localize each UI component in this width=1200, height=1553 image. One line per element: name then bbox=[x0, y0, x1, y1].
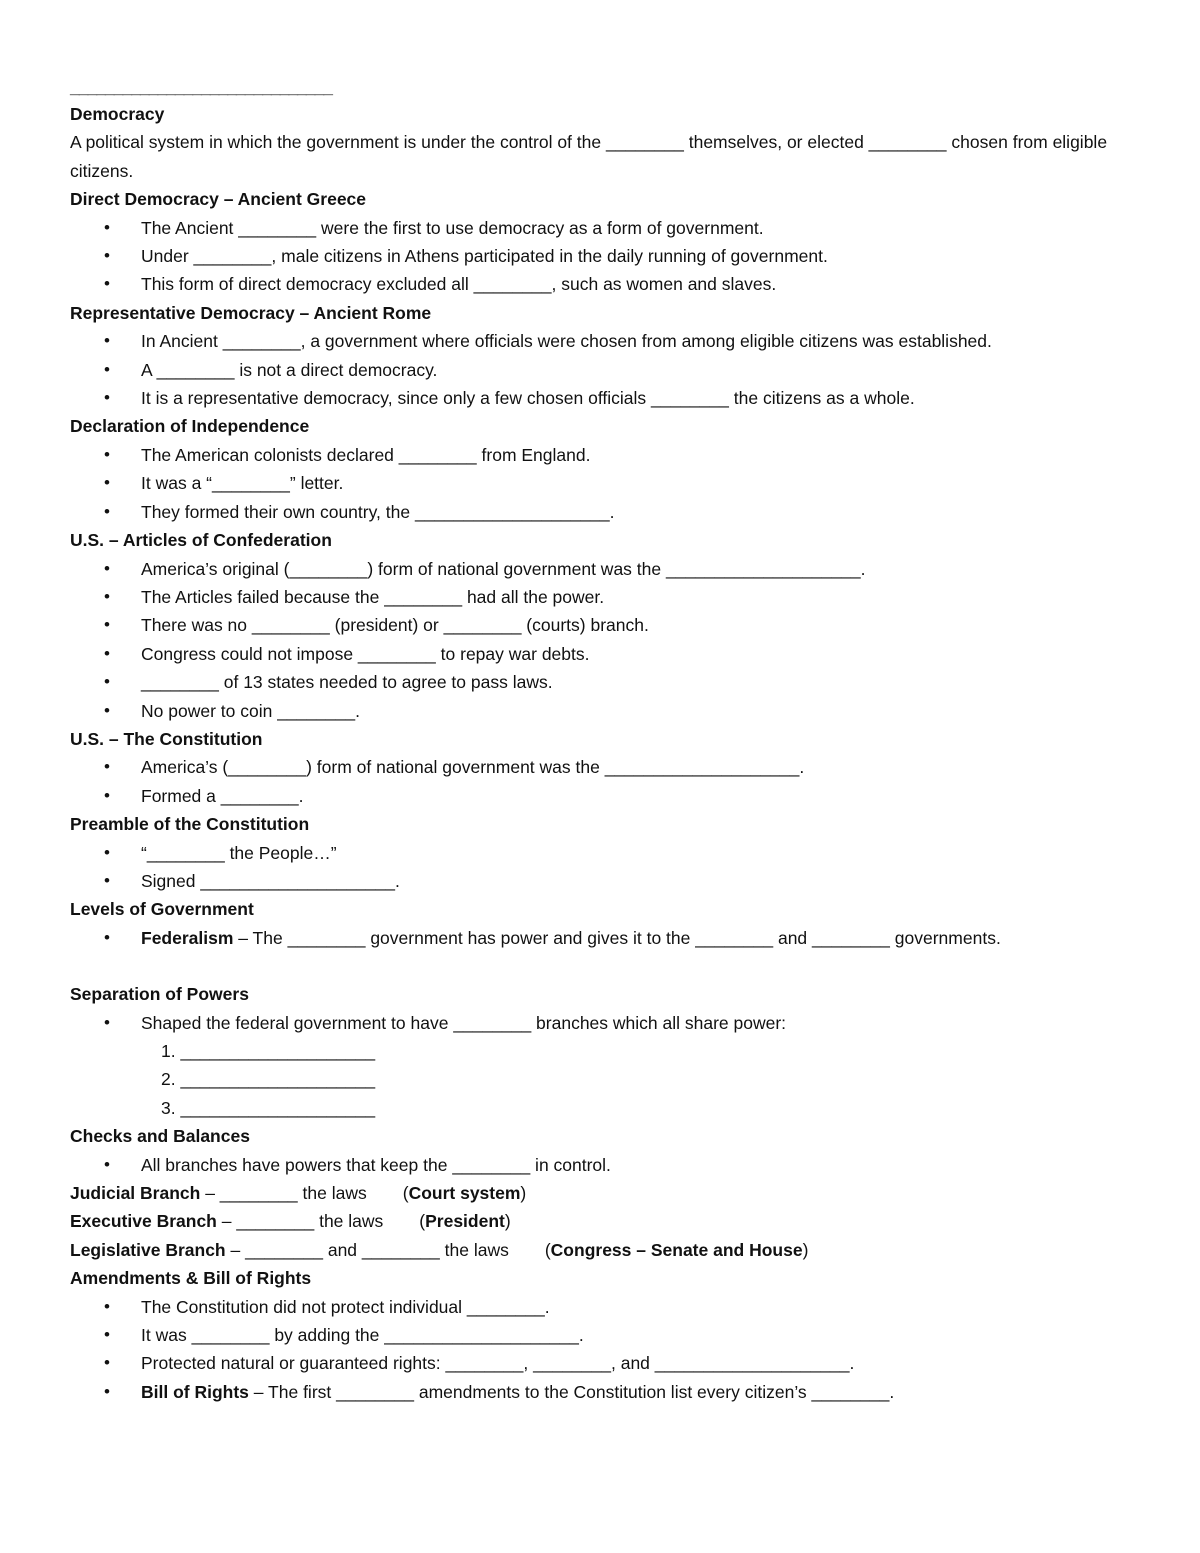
list-item: • Signed ____________________. bbox=[70, 867, 1150, 895]
heading-preamble: Preamble of the Constitution bbox=[70, 814, 310, 835]
articles-list bbox=[70, 555, 1150, 725]
list-item: • They formed their own country, the ____________________. bbox=[70, 498, 1150, 526]
heading-direct-democracy: Direct Democracy – Ancient Greece bbox=[70, 189, 367, 210]
name-line: ______________________________ bbox=[70, 77, 332, 97]
blank: ________ bbox=[868, 132, 947, 153]
legislative-branch-line: Legislative Branch – ________ and ________ the laws (Congress – Senate and House) bbox=[70, 1239, 809, 1260]
heading-constitution: U.S. – The Constitution bbox=[70, 728, 263, 749]
list-item: • Under ________, male citizens in Athens participated in the daily running of government. bbox=[70, 242, 1150, 270]
heading-declaration: Declaration of Independence bbox=[70, 416, 310, 437]
list-item: • Protected natural or guaranteed rights: ________, ________, and ____________________. bbox=[70, 1349, 1150, 1377]
heading-democracy: Democracy bbox=[70, 104, 165, 124]
list-item: • The Articles failed because the ________ had all the power. bbox=[70, 583, 1150, 611]
list-item: • Bill of Rights – The first ________ amendments to the Constitution list every citizen’s ________. bbox=[70, 1378, 1150, 1406]
list-item: • There was no ________ (president) or ________ (courts) branch. bbox=[70, 611, 1150, 639]
heading-separation: Separation of Powers bbox=[70, 984, 249, 1005]
heading-representative-democracy: Representative Democracy – Ancient Rome bbox=[70, 302, 432, 323]
numbered-item: 1. ____________________ bbox=[161, 1041, 376, 1061]
representative-democracy-list bbox=[70, 327, 1150, 412]
amendments-list bbox=[70, 1293, 1150, 1407]
constitution-list bbox=[70, 753, 1150, 810]
numbered-item: 2. ____________________ bbox=[161, 1069, 376, 1090]
executive-branch-line: Executive Branch – ________ the laws (President) bbox=[70, 1211, 511, 1232]
list-item: • It is a representative democracy, since only a few chosen officials ________ the citizens as a whole. bbox=[70, 384, 1150, 412]
list-item: • No power to coin ________. bbox=[70, 697, 1150, 725]
term-bill-of-rights: Bill of Rights bbox=[141, 1381, 249, 1402]
separation-list bbox=[70, 1009, 1150, 1037]
list-item: • All branches have powers that keep the ________ in control. bbox=[70, 1151, 1150, 1179]
list-item: • Federalism – The ________ government has power and gives it to the ________ and ________ governments. bbox=[70, 924, 1150, 952]
judicial-branch-line: Judicial Branch – ________ the laws (Court system) bbox=[70, 1183, 527, 1204]
list-item: • It was ________ by adding the ____________________. bbox=[70, 1321, 1150, 1349]
heading-articles: U.S. – Articles of Confederation bbox=[70, 530, 332, 551]
list-item: • Congress could not impose ________ to repay war debts. bbox=[70, 640, 1150, 668]
list-item: • The American colonists declared ________ from England. bbox=[70, 441, 1150, 469]
list-item: • The Constitution did not protect individual ________. bbox=[70, 1293, 1150, 1321]
numbered-item: 3. ____________________ bbox=[161, 1097, 376, 1118]
list-item: • Shaped the federal government to have ________ branches which all share power: bbox=[70, 1009, 1150, 1037]
list-item: • It was a “________” letter. bbox=[70, 469, 1150, 497]
list-item: • America’s original (________) form of national government was the ____________________. bbox=[70, 555, 1150, 583]
list-item: • The Ancient ________ were the first to use democracy as a form of government. bbox=[70, 214, 1150, 242]
heading-amendments: Amendments & Bill of Rights bbox=[70, 1268, 312, 1289]
list-item: • In Ancient ________, a government where officials were chosen from among eligible citizens was established. bbox=[70, 327, 1150, 355]
worksheet-page bbox=[70, 72, 1150, 1406]
list-item: • “________ the People…” bbox=[70, 839, 1150, 867]
branches-numbered-list bbox=[70, 1037, 1150, 1122]
heading-checks: Checks and Balances bbox=[70, 1126, 250, 1147]
democracy-definition: A political system in which the government is under the control of the ________ themselves, or elected ________ chosen from eligible citizens. bbox=[70, 132, 1108, 181]
preamble-list bbox=[70, 839, 1150, 896]
heading-levels: Levels of Government bbox=[70, 899, 254, 920]
levels-list bbox=[70, 924, 1150, 952]
spacer bbox=[70, 952, 1150, 980]
list-item: • America’s (________) form of national government was the ____________________. bbox=[70, 753, 1150, 781]
list-item: • A ________ is not a direct democracy. bbox=[70, 356, 1150, 384]
blank: ________ bbox=[605, 132, 684, 153]
list-item: • ________ of 13 states needed to agree to pass laws. bbox=[70, 668, 1150, 696]
checks-list bbox=[70, 1151, 1150, 1179]
list-item: • This form of direct democracy excluded all ________, such as women and slaves. bbox=[70, 270, 1150, 298]
term-federalism: Federalism bbox=[141, 927, 234, 948]
direct-democracy-list bbox=[70, 214, 1150, 299]
declaration-list bbox=[70, 441, 1150, 526]
list-item: • Formed a ________. bbox=[70, 782, 1150, 810]
